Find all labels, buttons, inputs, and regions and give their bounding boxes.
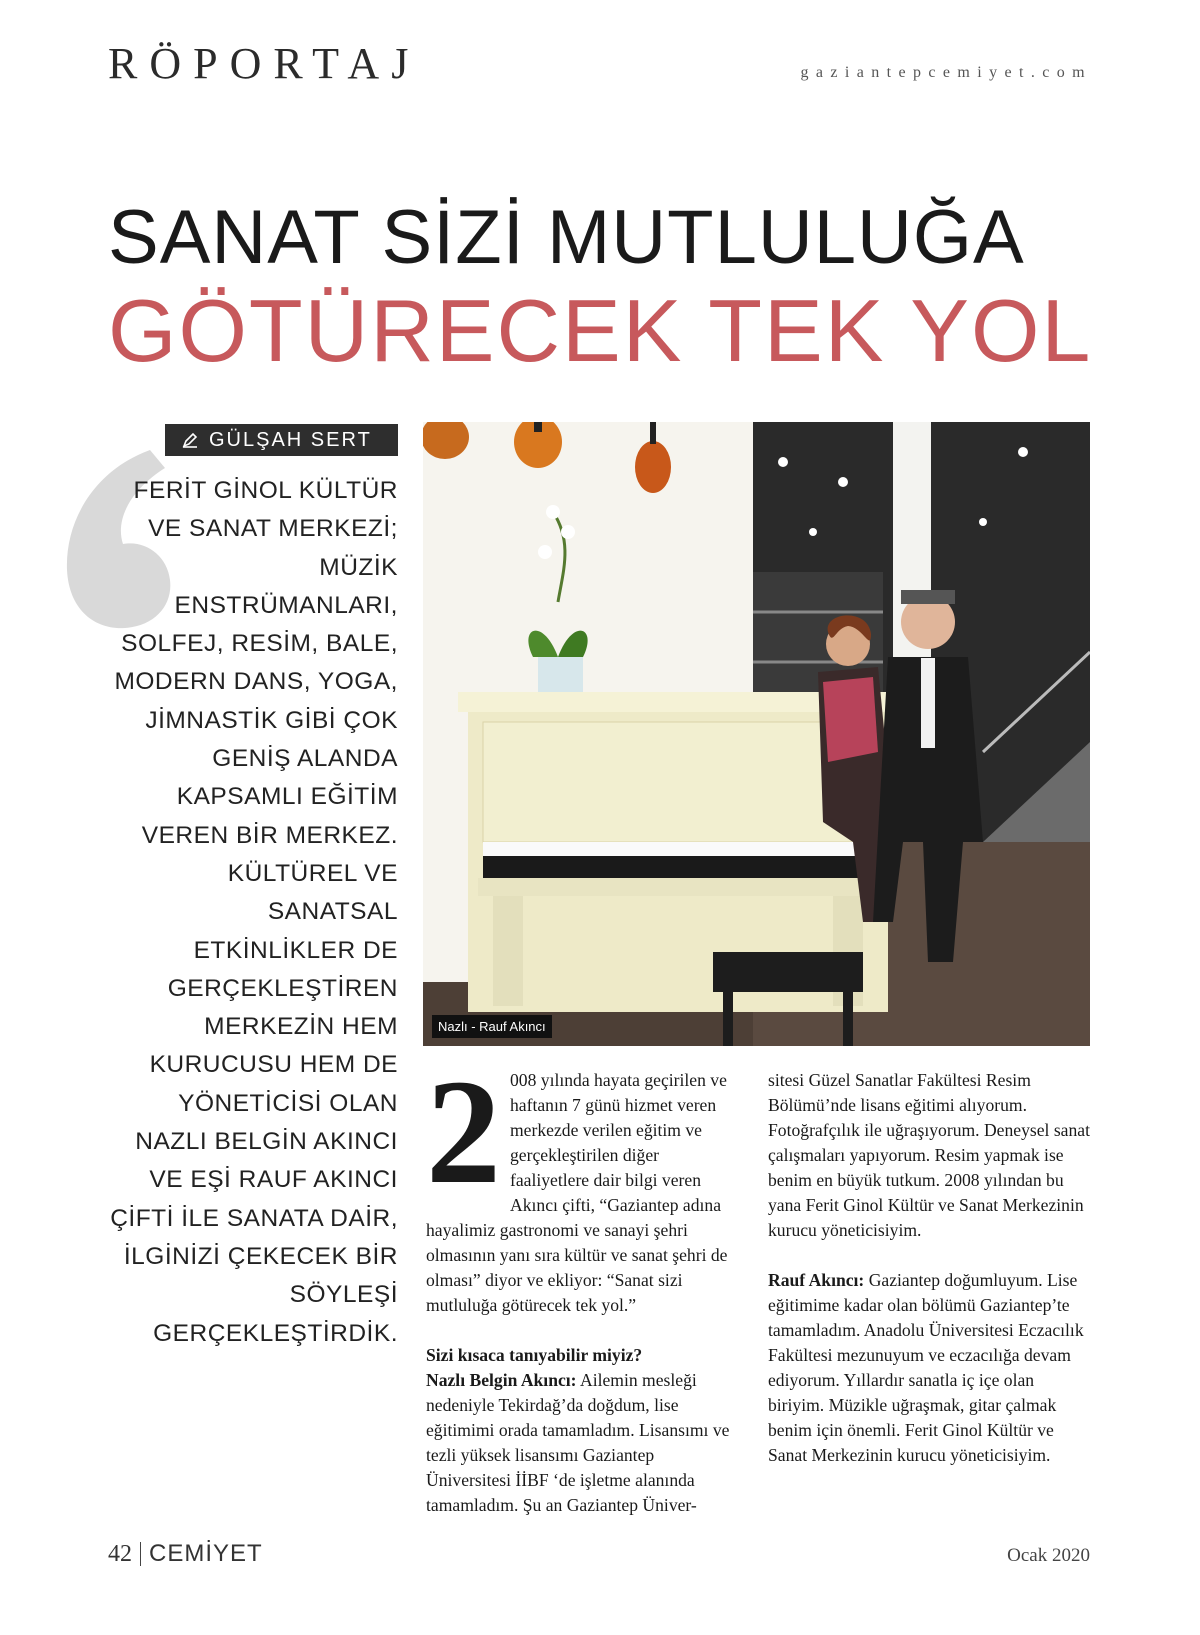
answer-nazli xyxy=(426,1368,738,1518)
section-label: RÖPORTAJ xyxy=(108,39,421,88)
author-tag xyxy=(165,424,398,456)
footer-page-info xyxy=(108,1540,263,1568)
headline-line-2: GÖTÜRECEK TEK YOL xyxy=(108,281,1093,380)
article-column-2 xyxy=(768,1068,1090,1468)
magazine-name: CEMİYET xyxy=(149,1540,263,1567)
headline xyxy=(108,195,1108,381)
issue-date: Ocak 2020 xyxy=(1007,1545,1090,1566)
article-photo xyxy=(423,422,1090,1046)
answer-rauf xyxy=(768,1268,1090,1468)
answer-nazli-text-a: Ailemin mesleği nedeniyle Tekirdağ’da doğdum, lise eğitimimi orada tamamladım. Lisansımı ve tezli yüksek lisansımı Gaziantep Üniversitesi İİBF ‘de işletme alanında tamamladım. Şu an Gaziantep Üniver- xyxy=(426,1370,730,1515)
page-number: 42 xyxy=(108,1540,132,1567)
dropcap: 2 xyxy=(426,1049,501,1215)
speaker-rauf: Rauf Akıncı: xyxy=(768,1270,865,1290)
author-name: GÜLŞAH SERT xyxy=(209,428,372,451)
intro-text: FERİT GİNOL KÜLTÜR VE SANAT MERKEZİ; MÜZİK ENSTRÜMANLARI, SOLFEJ, RESİM, BALE, MODERN DANS, YOGA, JİMNASTİK GİBİ ÇOK GENİŞ ALANDA KAPSAMLI EĞİTİM VEREN BİR MERKEZ. KÜLTÜREL VE SANATSAL ETKİNLİKLER DE GERÇEKLEŞTİREN MERKEZİN HEM KURUCUSU HEM DE YÖNETİCİSİ OLAN NAZLI BELGİN AKINCI VE EŞİ RAUF AKINCI ÇİFTİ İLE SANATA DAİR, İLGİNİZİ ÇEKECEK BİR SÖYLEŞİ GERÇEKLEŞTİRDİK. xyxy=(110,477,398,1347)
pen-icon xyxy=(181,431,199,449)
speaker-nazli: Nazlı Belgin Akıncı: xyxy=(426,1370,577,1390)
answer-nazli-text-b: sitesi Güzel Sanatlar Fakültesi Resim Bölümü’nde lisans eğitimi alıyorum. Fotoğrafçılık ile uğraşıyorum. Deneysel sanat çalışmaları yapıyorum. Resim yapmak ise benim en büyük tutkum. 2008 yılından bu yana Ferit Ginol Kültür ve Sanat Merkezinin kurucu yöneticisiyim. xyxy=(768,1070,1090,1240)
answer-rauf-text: Gaziantep doğumluyum. Lise eğitimime kadar olan bölümü Gaziantep’te tamamladım. Anadolu Üniversitesi Eczacılık Fakültesi mezunuyum ve eczacılığa devam ediyorum. Yıllardır sanatla iç içe olan biriyim. Müzikle uğraşmak, gitar çalmak benim için önemli. Ferit Ginol Kültür ve Sanat Merkezinin kurucu yöneticisiyim. xyxy=(768,1270,1084,1465)
headline-line-1: SANAT SİZİ MUTLULUĞA xyxy=(108,195,1025,280)
footer-divider xyxy=(140,1542,141,1566)
interview-question: Sizi kısaca tanıyabilir miyiz? xyxy=(426,1345,643,1365)
article-column-1 xyxy=(426,1049,738,1518)
photo-caption: Nazlı - Rauf Akıncı xyxy=(432,1015,552,1038)
site-url[interactable]: gaziantepcemiyet.com xyxy=(800,64,1092,81)
article-lead: 008 yılında hayata geçirilen ve haftanın 7 günü hizmet veren merkezde verilen eğitim ve gerçekleştirilen diğer faaliyetlere dair bilgi veren Akıncı çifti, “Gaziantep adına hayalimiz gastronomi ve sanayi şehri olmasının yanı sıra kültür ve sanat şehri de olması” diyor ve ekliyor: “Sanat sizi mutluluğa götürecek tek yol.” xyxy=(426,1070,728,1315)
